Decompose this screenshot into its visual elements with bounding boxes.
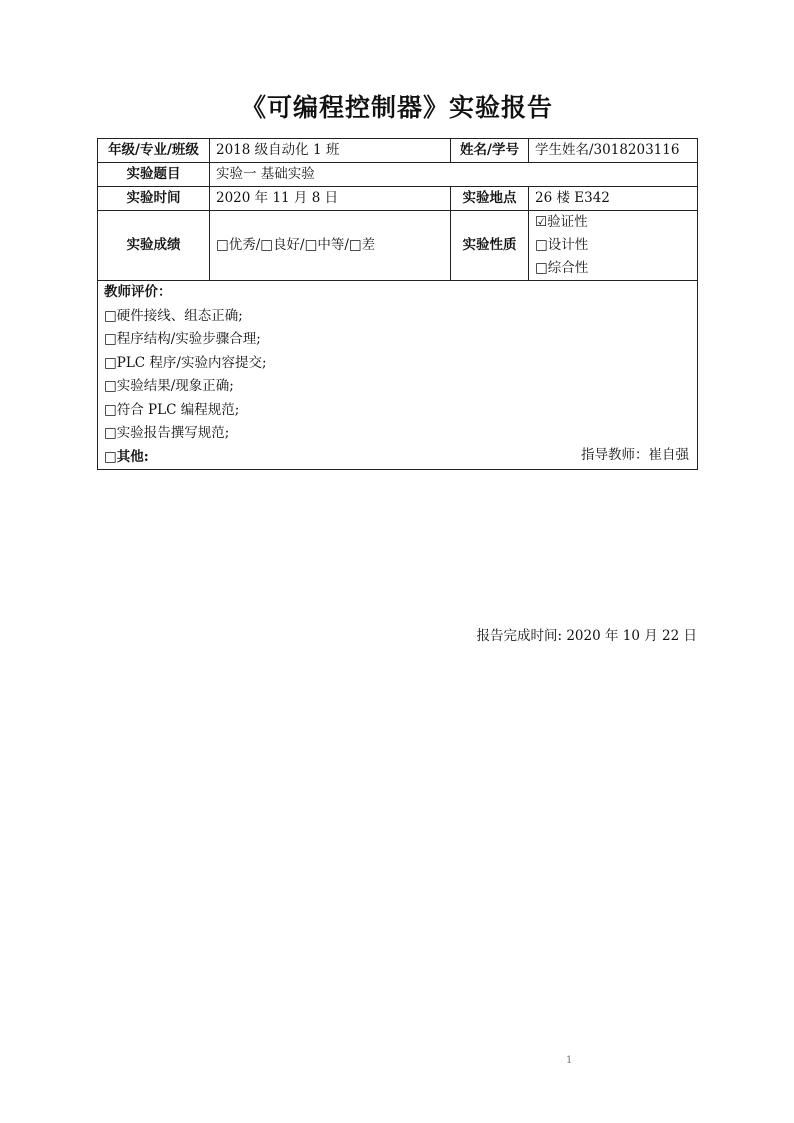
grade-value: 2018 级自动化 1 班 [210,139,451,163]
name-value: 学生姓名/3018203116 [529,139,698,163]
grade-label: 年级/专业/班级 [98,139,210,163]
time-label: 实验时间 [98,187,210,211]
row-score [98,211,698,281]
place-label: 实验地点 [451,187,529,211]
evaluation-item-results[interactable]: □实验结果/现象正确; [104,378,234,394]
evaluation-cell [98,281,698,470]
evaluation-item-report-standard[interactable]: □实验报告撰写规范; [104,425,230,441]
row-evaluation [98,281,698,470]
place-value: 26 楼 E342 [529,187,698,211]
row-time [98,187,698,211]
evaluation-item-wiring[interactable]: □硬件接线、组态正确; [104,307,243,324]
evaluation-item-other[interactable]: □其他: [104,448,149,465]
row-topic [98,163,698,187]
nature-option-verify[interactable]: ☑验证性 [535,214,588,230]
score-label: 实验成绩 [98,211,210,281]
evaluation-item-structure[interactable]: □程序结构/实验步骤合理; [104,331,261,347]
report-table [97,138,698,470]
topic-label: 实验题目 [98,163,210,187]
evaluation-item-submission[interactable]: □PLC 程序/实验内容提交; [104,354,267,371]
name-label: 姓名/学号 [451,139,529,163]
teacher-signature: 指导教师：崔自强 [581,447,689,463]
score-value: □优秀/□良好/□中等/□差 [210,211,451,281]
nature-option-design[interactable]: □设计性 [535,237,589,253]
time-value: 2020 年 11 月 8 日 [210,187,451,211]
topic-value: 实验一 基础实验 [210,163,698,187]
evaluation-item-plc-standard[interactable]: □符合 PLC 编程规范; [104,401,240,418]
nature-options [529,211,698,281]
nature-label: 实验性质 [451,211,529,281]
evaluation-heading: 教师评价： [104,284,172,300]
row-grade [98,139,698,163]
nature-option-comprehensive[interactable]: □综合性 [535,260,589,276]
completion-time: 报告完成时间: 2020 年 10 月 22 日 [476,628,697,644]
report-title: 《可编程控制器》实验报告 [240,93,553,122]
page-number: 1 [566,1055,573,1066]
